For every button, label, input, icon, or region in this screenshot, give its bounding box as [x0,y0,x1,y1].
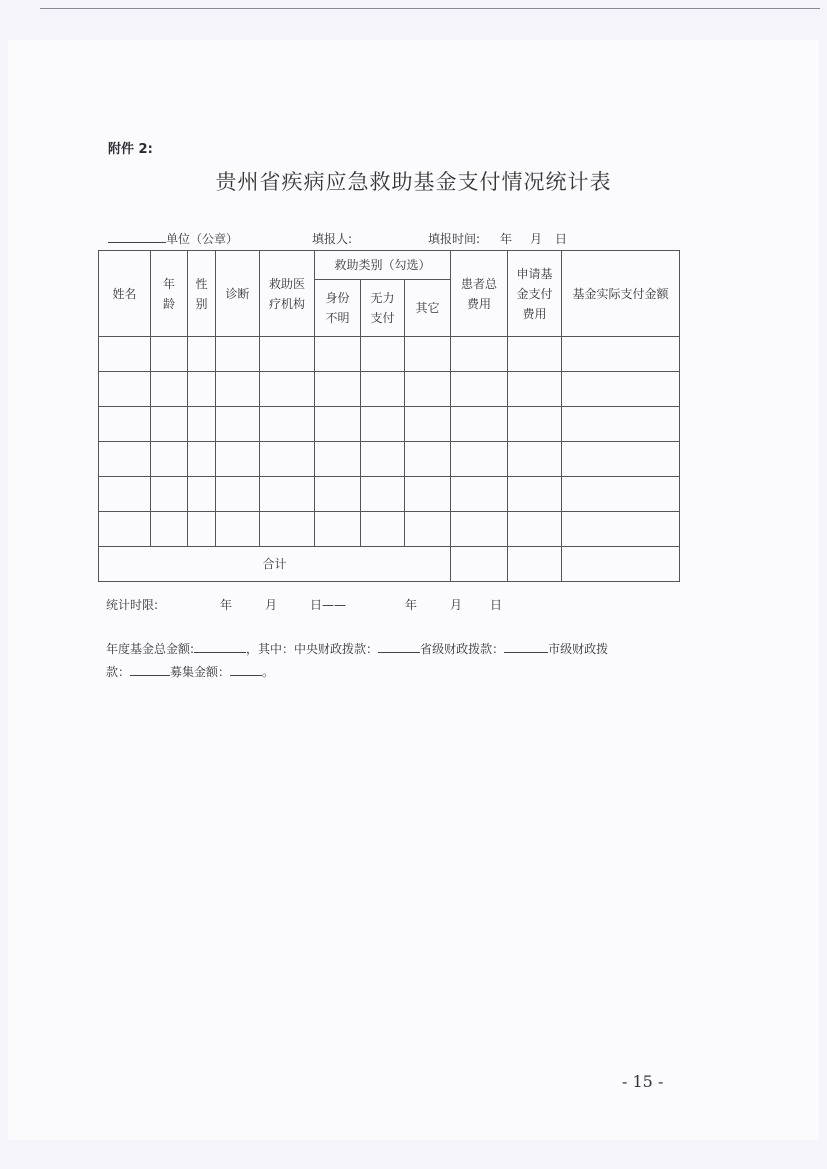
table-cell[interactable] [451,442,508,477]
table-cell[interactable] [216,477,260,512]
of-which-label: ，其中：中央财政拨款： [246,642,379,656]
table-row [99,512,680,547]
stat-period-label: 统计时限: [106,598,159,612]
table-row [99,372,680,407]
table-cell[interactable] [562,337,680,372]
total-cell[interactable] [451,547,508,582]
table-cell[interactable] [508,442,562,477]
header-name: 姓名 [99,251,151,337]
table-cell[interactable] [451,477,508,512]
central-blank[interactable] [378,640,420,653]
table-cell[interactable] [216,512,260,547]
table-cell[interactable] [151,512,188,547]
table-cell[interactable] [99,407,151,442]
table-cell[interactable] [508,407,562,442]
page-title: 贵州省疾病应急救助基金支付情况统计表 [215,170,612,194]
table-cell[interactable] [451,337,508,372]
table-row [99,477,680,512]
table-cell[interactable] [216,372,260,407]
stat-day-from: 日—— [310,598,347,612]
table-cell[interactable] [151,477,188,512]
attachment-label: 附件 2: [108,142,153,157]
table-cell[interactable] [99,337,151,372]
table-cell[interactable] [315,337,361,372]
table-cell[interactable] [451,407,508,442]
table-cell[interactable] [451,372,508,407]
municipal-blank[interactable] [130,663,170,676]
table-cell[interactable] [99,512,151,547]
table-cell[interactable] [188,442,216,477]
table-cell[interactable] [151,442,188,477]
table-cell[interactable] [405,407,451,442]
header-apply-fund-cost: 申请基金支付费用 [508,251,562,337]
table-cell[interactable] [260,337,315,372]
table-cell[interactable] [562,477,680,512]
table-cell[interactable] [188,477,216,512]
annual-total-label: 年度基金总金额: [106,642,195,656]
header-unknown-identity: 身份不明 [315,280,361,337]
table-cell[interactable] [315,442,361,477]
fund-line-2 [106,663,274,680]
stat-month2: 月 [450,598,463,612]
table-cell[interactable] [315,407,361,442]
table-cell[interactable] [260,442,315,477]
raised-blank[interactable] [230,663,262,676]
table-cell[interactable] [260,407,315,442]
total-label: 合计 [99,547,451,582]
table-cell[interactable] [260,477,315,512]
table-cell[interactable] [99,372,151,407]
page-number: - 15 - [622,1072,664,1091]
municipal-cont-label: 款： [106,665,131,679]
annual-total-blank[interactable] [194,640,246,653]
table-cell[interactable] [361,442,405,477]
table-cell[interactable] [315,477,361,512]
table-cell[interactable] [562,442,680,477]
table-cell[interactable] [361,512,405,547]
date-year: 年 [500,232,513,246]
date-month: 月 [530,232,543,246]
municipal-label: 市级财政拨 [548,642,609,656]
header-category-group: 救助类别（勾选） [315,251,451,280]
end-mark: 。 [262,665,275,679]
table-cell[interactable] [260,512,315,547]
table-cell[interactable] [451,512,508,547]
table-cell[interactable] [405,477,451,512]
table-cell[interactable] [562,512,680,547]
table-cell[interactable] [508,372,562,407]
table-cell[interactable] [188,512,216,547]
header-patient-total-cost: 患者总费用 [451,251,508,337]
top-rule [40,8,820,9]
fund-line-1 [106,640,608,657]
header-unable-to-pay: 无力支付 [361,280,405,337]
table-cell[interactable] [188,407,216,442]
table-cell[interactable] [361,372,405,407]
table-cell[interactable] [315,512,361,547]
header-diagnosis: 诊断 [216,251,260,337]
header-age: 年龄 [151,251,188,337]
filler-label: 填报人: [312,232,353,246]
table-cell[interactable] [99,442,151,477]
table-cell[interactable] [405,372,451,407]
header-actual-fund-amount: 基金实际支付金额 [562,251,680,337]
stat-month: 月 [265,598,278,612]
table-cell[interactable] [562,372,680,407]
table-cell[interactable] [188,337,216,372]
table-cell[interactable] [405,442,451,477]
provincial-blank[interactable] [504,640,548,653]
table-cell[interactable] [508,477,562,512]
unit-field [108,230,238,247]
table-row [99,337,680,372]
raised-label: 募集金额： [170,665,231,679]
stat-day2: 日 [490,598,503,612]
table-cell[interactable] [361,407,405,442]
table-row [99,407,680,442]
date-label: 填报时间: [428,232,481,246]
date-day: 日 [555,232,568,246]
payment-statistics-table [98,250,680,582]
table-cell[interactable] [151,372,188,407]
unit-label: 单位（公章） [166,232,239,246]
stat-year: 年 [220,598,233,612]
table-row [99,442,680,477]
paper-sheet [8,40,819,1140]
table-cell[interactable] [151,407,188,442]
table-cell[interactable] [508,337,562,372]
table-cell[interactable] [361,477,405,512]
table-cell[interactable] [315,372,361,407]
provincial-label: 省级财政拨款： [420,642,505,656]
total-cell[interactable] [508,547,562,582]
table-cell[interactable] [216,407,260,442]
table-cell[interactable] [508,512,562,547]
table-cell[interactable] [405,512,451,547]
header-other: 其它 [405,280,451,337]
stat-year2: 年 [405,598,418,612]
table-cell[interactable] [361,337,405,372]
table-cell[interactable] [188,372,216,407]
table-cell[interactable] [562,407,680,442]
total-cell[interactable] [562,547,680,582]
table-cell[interactable] [151,337,188,372]
header-institution: 救助医疗机构 [260,251,315,337]
table-cell[interactable] [260,372,315,407]
table-cell[interactable] [216,337,260,372]
table-cell[interactable] [405,337,451,372]
table-cell[interactable] [99,477,151,512]
header-sex: 性别 [188,251,216,337]
table-cell[interactable] [216,442,260,477]
unit-blank [108,230,166,243]
